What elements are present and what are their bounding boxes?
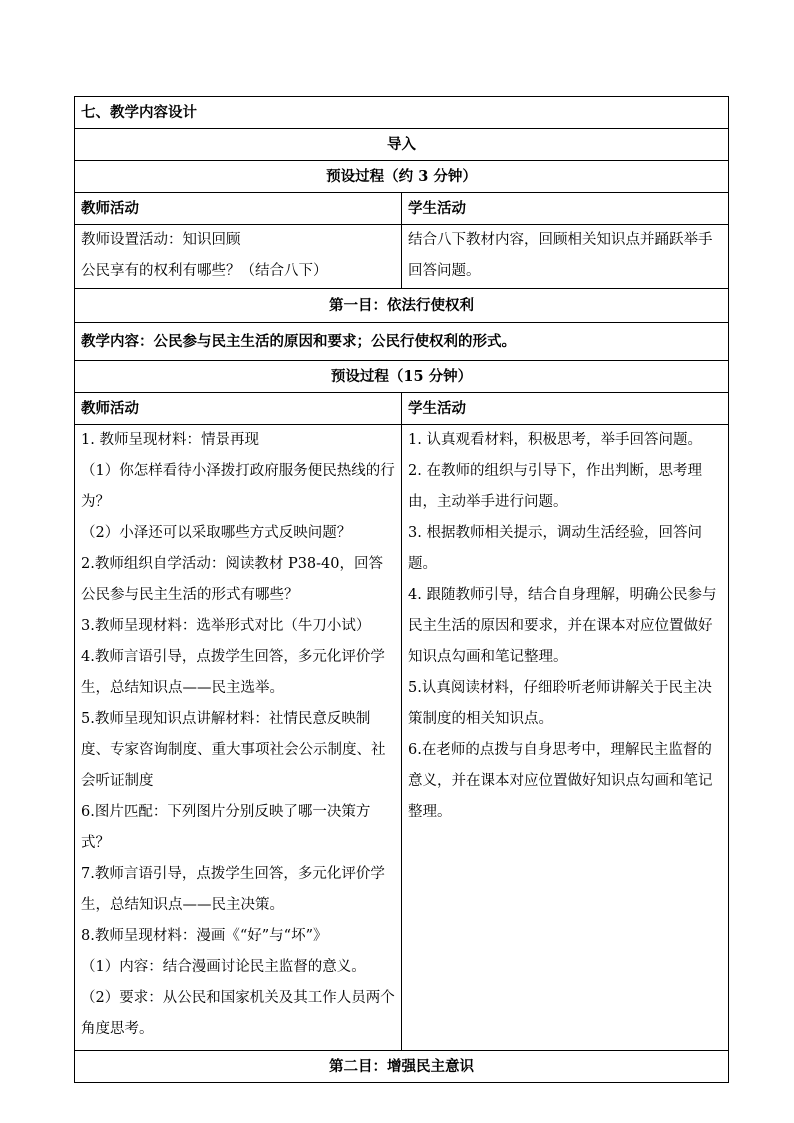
part1-teacher-header: 教师活动 [75,393,402,425]
teacher-step: 8.教师呈现材料：漫画《“好”与“坏”》 [81,928,328,944]
student-step: 1. 认真观看材料，积极思考，举手回答问题。 [408,432,702,448]
part1-process-row [75,361,729,393]
intro-header-row [75,193,729,225]
section-title: 七、教学内容设计 [75,97,729,129]
teacher-step: （1）你怎样看待小泽拨打政府服务便民热线的行为？ [81,463,395,510]
teacher-step: （1）内容：结合漫画讨论民主监督的意义。 [81,959,366,975]
intro-teacher-header: 教师活动 [75,193,402,225]
intro-student-text: 结合八下教材内容，回顾相关知识点并踊跃举手回答问题。 [408,232,713,279]
teacher-step: 2.教师组织自学活动：阅读教材 P38-40，回答公民参与民主生活的形式有哪些？ [81,556,383,603]
intro-heading-row [75,129,729,161]
intro-process: 预设过程（约 3 分钟） [75,161,729,193]
intro-student-activity [402,225,729,289]
teacher-step: 6.图片匹配：下列图片分别反映了哪一决策方式？ [81,804,371,851]
student-step: 5.认真阅读材料，仔细聆听老师讲解关于民主决策制度的相关知识点。 [408,680,712,727]
part1-content: 教学内容：公民参与民主生活的原因和要求；公民行使权利的形式。 [75,323,729,361]
part2-heading-row [75,1051,729,1083]
part1-content-row [75,323,729,361]
teacher-step: 4.教师言语引导，点拨学生回答，多元化评价学生，总结知识点——民主选举。 [81,649,385,696]
intro-teacher-activity [75,225,402,289]
student-step: 3. 根据教师相关提示，调动生活经验，回答问题。 [408,525,702,572]
part1-student-activity [402,425,729,1051]
part2-heading: 第二目：增强民主意识 [75,1051,729,1083]
lesson-design-table [74,96,729,1083]
section-title-row [75,97,729,129]
student-step: 2. 在教师的组织与引导下，作出判断，思考理由，主动举手进行问题。 [408,463,702,510]
part1-process: 预设过程（15 分钟） [75,361,729,393]
intro-heading: 导入 [75,129,729,161]
part1-activity-row [75,425,729,1051]
teacher-step: 5.教师呈现知识点讲解材料：社情民意反映制度、专家咨询制度、重大事项社会公示制度、社会听证制度 [81,711,386,789]
part1-heading: 第一目：依法行使权利 [75,289,729,323]
teacher-step: 7.教师言语引导，点拨学生回答，多元化评价学生，总结知识点——民主决策。 [81,866,385,913]
intro-teacher-line: 教师设置活动：知识回顾 [81,232,241,248]
intro-activity-row [75,225,729,289]
teacher-step: 3.教师呈现材料：选举形式对比（牛刀小试） [81,618,371,634]
part1-heading-row [75,289,729,323]
intro-student-header: 学生活动 [402,193,729,225]
teacher-step: （2）要求：从公民和国家机关及其工作人员两个角度思考。 [81,990,395,1037]
part1-header-row [75,393,729,425]
student-step: 6.在老师的点拨与自身思考中，理解民主监督的意义，并在课本对应位置做好知识点勾画和笔记整理。 [408,742,713,820]
intro-teacher-line: 公民享有的权利有哪些？（结合八下） [81,263,328,279]
part1-student-header: 学生活动 [402,393,729,425]
student-step: 4. 跟随教师引导，结合自身理解，明确公民参与民主生活的原因和要求，并在课本对应位置做好知识点勾画和笔记整理。 [408,587,717,665]
teacher-step: 1. 教师呈现材料：情景再现 [81,432,259,448]
teacher-step: （2）小泽还可以采取哪些方式反映问题？ [81,525,352,541]
part1-teacher-activity [75,425,402,1051]
intro-process-row [75,161,729,193]
